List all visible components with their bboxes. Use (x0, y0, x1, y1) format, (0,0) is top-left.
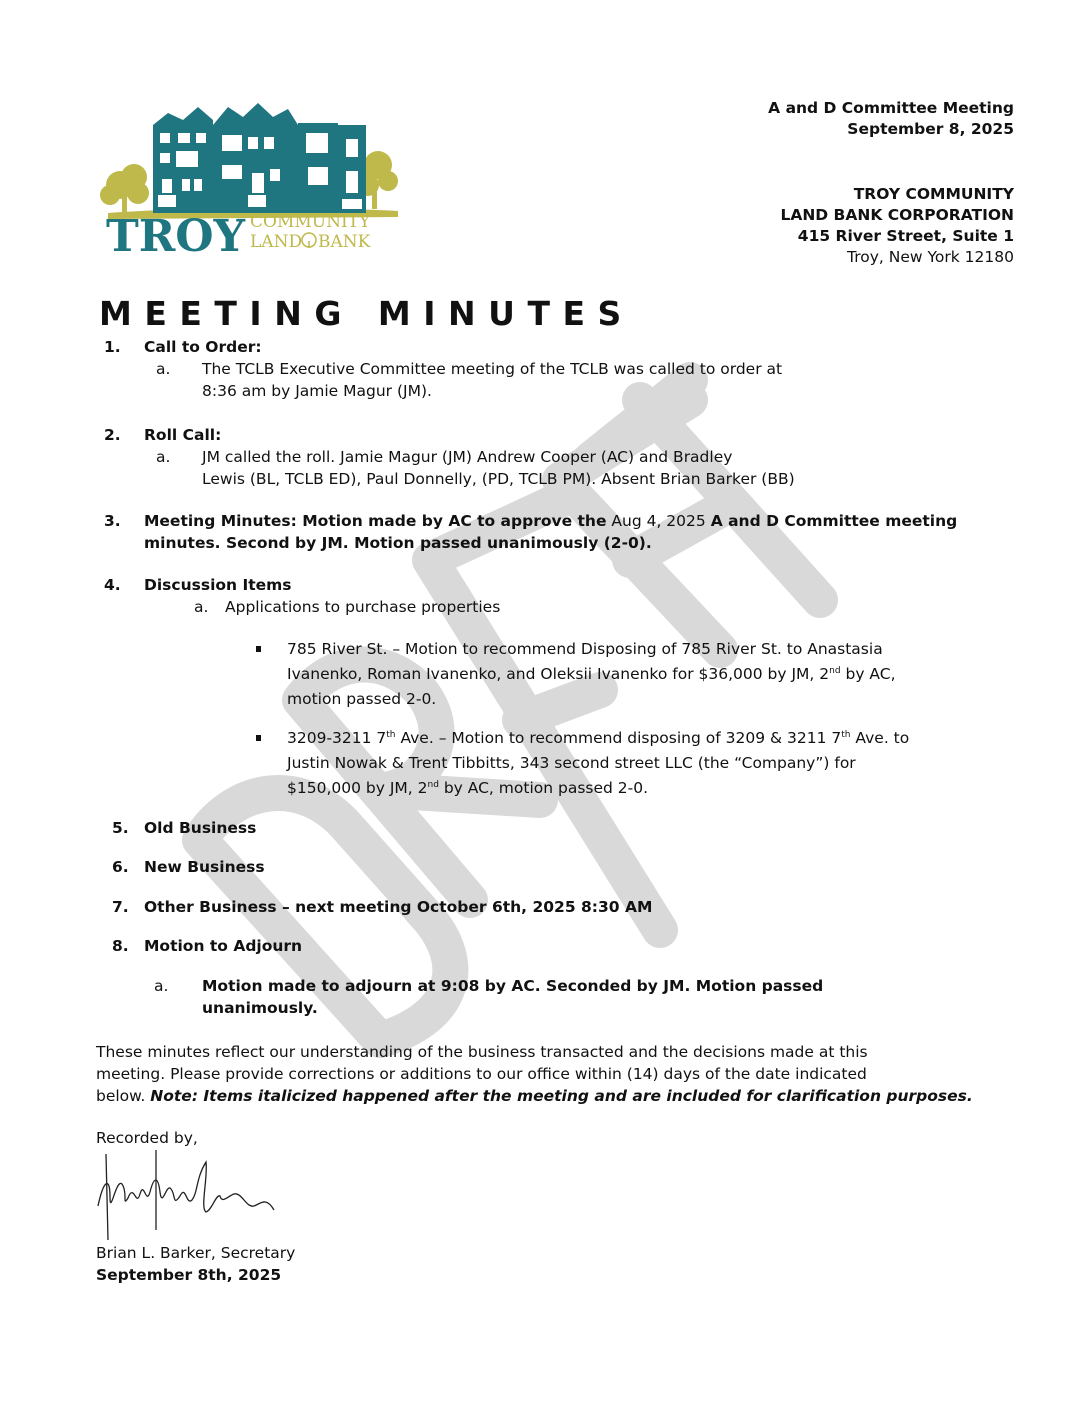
item-number: 6. (112, 858, 129, 876)
sub-item-line: unanimously. (202, 999, 318, 1017)
logo-bank-text: BANK (318, 232, 371, 252)
bullet-icon (256, 735, 261, 741)
bullet-text (287, 726, 909, 801)
item-label-line2: minutes. Second by JM. Motion passed unanimously (2-0). (144, 534, 652, 552)
org-name-line2: LAND BANK CORPORATION (780, 206, 1014, 224)
signature-date: September 8th, 2025 (96, 1266, 282, 1284)
disclaimer-note: Note: Items italicized happened after the meeting and are included for clarification purposes. (150, 1087, 973, 1105)
sub-item-text (202, 975, 823, 1019)
item-text (144, 510, 957, 554)
meeting-title: A and D Committee Meeting (768, 99, 1014, 117)
sub-item-line: Lewis (BL, TCLB ED), Paul Donnelly, (PD, TCLB PM). Absent Brian Barker (BB) (202, 470, 795, 488)
item-label-bold: Meeting Minutes: Motion made by AC to approve the (144, 512, 607, 530)
item-number: 2. (104, 426, 121, 444)
troy-community-land-bank-logo (98, 95, 398, 255)
sub-item-letter: a. (194, 598, 209, 616)
disclaimer-line: below. Note: Items italicized happened after the meeting and are included for clarification purposes. (96, 1087, 973, 1105)
disclaimer-line: These minutes reflect our understanding of the business transacted and the decisions made at this (96, 1043, 868, 1061)
tree-small-icon (302, 233, 316, 248)
sub-item-text (202, 446, 795, 490)
address-line1: 415 River Street, Suite 1 (797, 227, 1014, 245)
item-number: 4. (104, 576, 121, 594)
sub-item-line: Motion made to adjourn at 9:08 by AC. Seconded by JM. Motion passed (202, 977, 824, 995)
org-name-line1: TROY COMMUNITY (853, 185, 1014, 203)
logo-troy-text: TROY (106, 211, 246, 255)
sub-item-line: JM called the roll. Jamie Magur (JM) Andrew Cooper (AC) and Bradley (202, 448, 733, 466)
bullet-line: 3209-3211 7th Ave. – Motion to recommend disposing of 3209 & 3211 7th Ave. to (287, 729, 910, 747)
bullet-line: 785 River St. – Motion to recommend Disposing of 785 River St. to Anastasia (287, 640, 883, 658)
item-number: 7. (112, 898, 129, 916)
item-label: Roll Call: (144, 426, 222, 444)
sub-item-line: The TCLB Executive Committee meeting of the TCLB was called to order at (202, 360, 783, 378)
sub-item-letter: a. (154, 977, 169, 995)
bullet-icon (256, 646, 261, 652)
bullet-line: Justin Nowak & Trent Tibbitts, 343 second street LLC (the “Company”) for (287, 754, 856, 772)
item-label: Old Business (144, 819, 257, 837)
item-number: 8. (112, 937, 129, 955)
organization-address (780, 184, 1014, 268)
page-title: MEETING MINUTES (99, 294, 634, 333)
item-date-plain: Aug 4, 2025 (606, 512, 711, 530)
sub-item-line: 8:36 am by Jamie Magur (JM). (202, 382, 432, 400)
item-label: Discussion Items (144, 576, 292, 594)
sub-item-text: Applications to purchase properties (225, 598, 501, 616)
item-number: 3. (104, 512, 121, 530)
bullet-line: motion passed 2-0. (287, 690, 437, 708)
bullet-line: Ivanenko, Roman Ivanenko, and Oleksii Ivanenko for $36,000 by JM, 2nd by AC, (287, 665, 896, 683)
item-label: Call to Order: (144, 338, 262, 356)
item-label: Motion to Adjourn (144, 937, 303, 955)
logo-land-text: LAND (250, 232, 303, 252)
address-line2: Troy, New York 12180 (847, 248, 1014, 266)
item-label: Other Business – next meeting October 6th, 2025 8:30 AM (144, 898, 653, 916)
item-number: 1. (104, 338, 121, 356)
item-label: New Business (144, 858, 265, 876)
sub-item-letter: a. (156, 448, 171, 466)
sub-item-text (202, 358, 782, 402)
item-number: 5. (112, 819, 129, 837)
disclaimer-line: meeting. Please provide corrections or additions to our office within (14) days of the date indicated (96, 1065, 867, 1083)
signature (96, 1148, 286, 1242)
recorded-by-label: Recorded by, (96, 1129, 198, 1147)
item-label-bold: A and D Committee meeting (710, 512, 958, 530)
tree-left-icon (100, 164, 149, 213)
bullet-text (287, 637, 896, 712)
logo-community-text: COMMUNITY (250, 212, 371, 232)
meeting-date: September 8, 2025 (847, 120, 1014, 138)
footer-disclaimer (96, 1041, 973, 1107)
sub-item-letter: a. (156, 360, 171, 378)
meeting-header (768, 98, 1014, 140)
bullet-line: $150,000 by JM, 2nd by AC, motion passed 2-0. (287, 779, 649, 797)
signer-name: Brian L. Barker, Secretary (96, 1244, 296, 1262)
